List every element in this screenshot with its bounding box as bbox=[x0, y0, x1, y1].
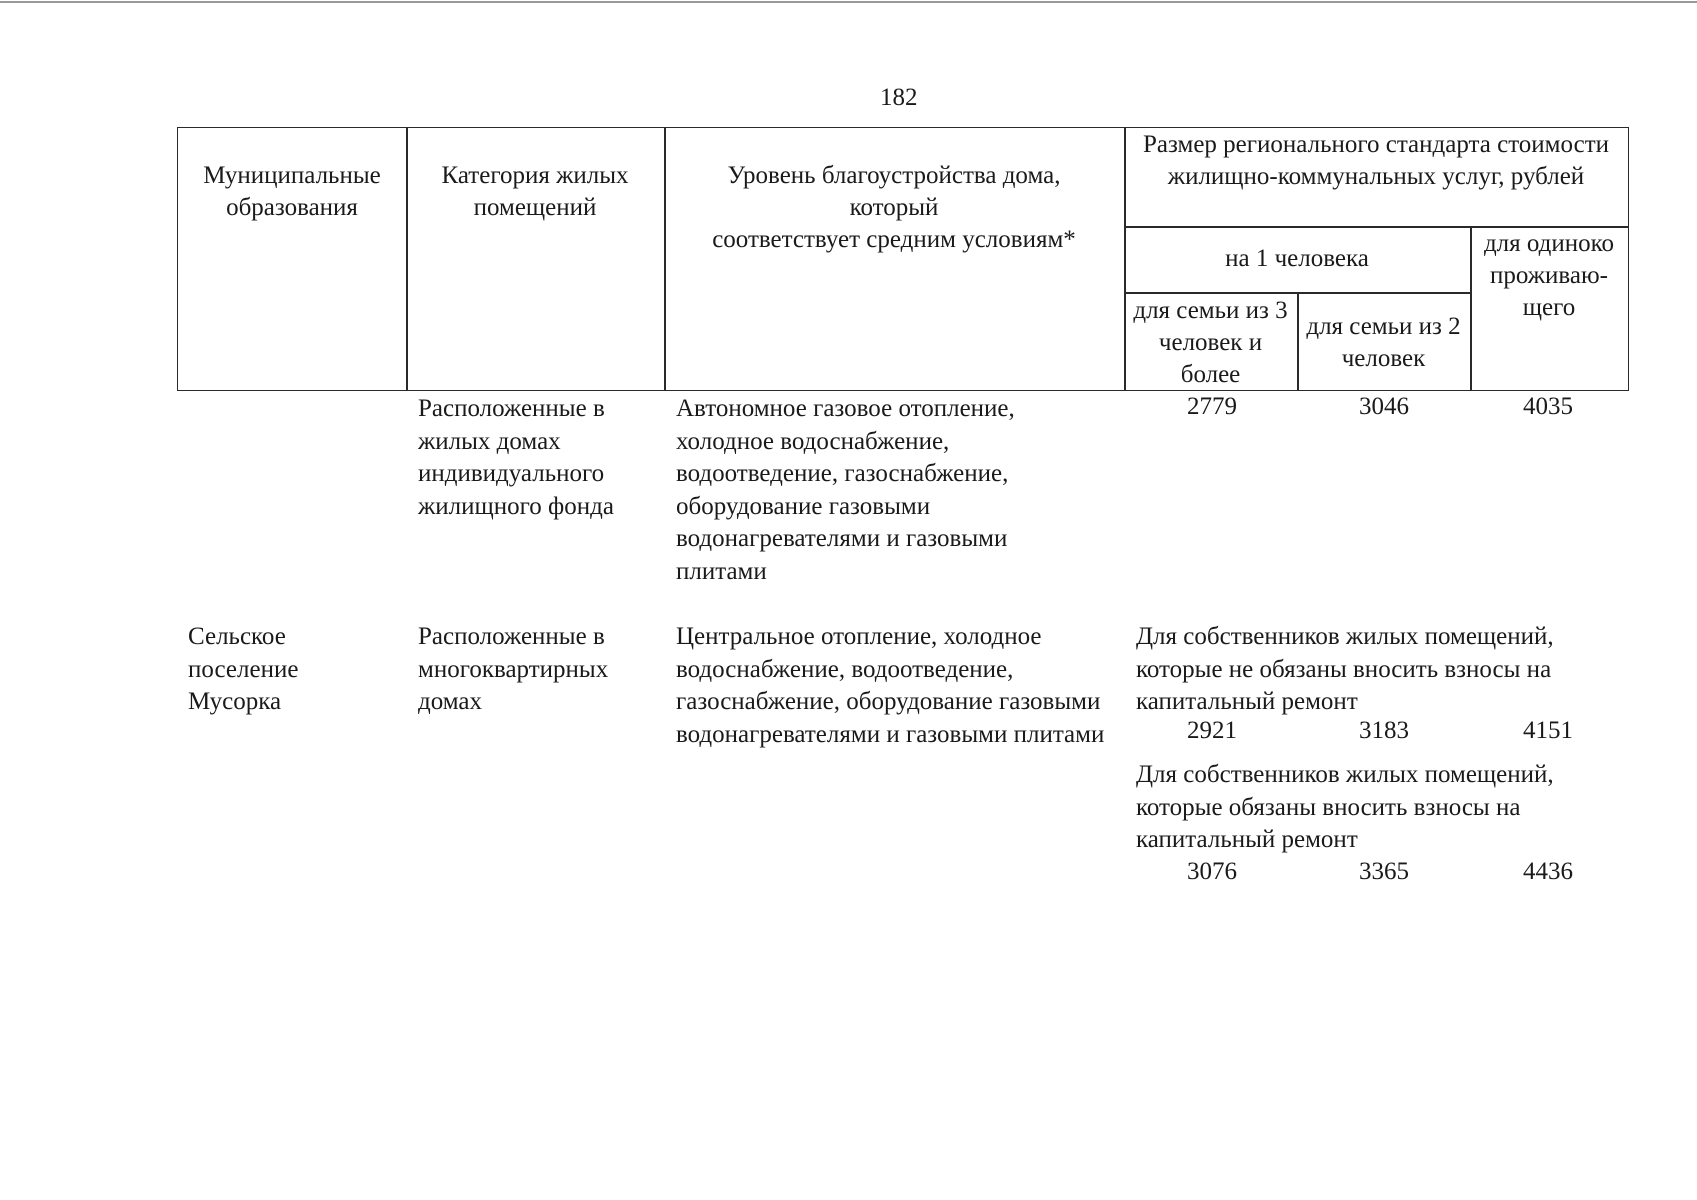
header-level-line2: соответствует средним условиям* bbox=[712, 226, 1076, 253]
header-level-line1: Уровень благоустройства дома, который bbox=[727, 162, 1061, 221]
header-category: Категория жилых помещений bbox=[441, 162, 629, 221]
row2-group1-value-family3: 2921 bbox=[1187, 717, 1237, 744]
row2-group2-value-single: 4436 bbox=[1523, 858, 1573, 885]
row2-group2-value-family2: 3365 bbox=[1359, 858, 1409, 885]
header-municipal: Муниципальные образования bbox=[203, 162, 381, 221]
row2-category: Расположенные в многоквартирных домах bbox=[418, 623, 609, 715]
row1-value-single: 4035 bbox=[1523, 393, 1573, 420]
row1-value-family2: 3046 bbox=[1359, 393, 1409, 420]
header-single: для одиноко проживаю-щего bbox=[1483, 230, 1615, 321]
row2-group1-value-single: 4151 bbox=[1523, 717, 1573, 744]
header-family2: для семьи из 2 человек bbox=[1306, 313, 1461, 372]
table-header bbox=[177, 127, 1629, 391]
header-size: Размер регионального стандарта стоимости жилищно-коммунальных услуг, рублей bbox=[1142, 131, 1610, 190]
row2-group1-value-family2: 3183 bbox=[1359, 717, 1409, 744]
scan-border-line bbox=[0, 1, 1697, 3]
row-divider bbox=[1124, 292, 1470, 294]
row2-municipality: Сельское поселение Мусорка bbox=[188, 623, 299, 715]
page-number: 182 bbox=[880, 84, 918, 111]
row1-value-family3: 2779 bbox=[1187, 393, 1237, 420]
row2-level: Центральное отопление, холодное водоснабжение, водоотведение, газоснабжение, оборудование газовыми водонагревателями и газовыми плитами bbox=[676, 623, 1105, 748]
row2-group2-note: Для собственников жилых помещений, которые обязаны вносить взносы на капитальный ремонт bbox=[1136, 761, 1554, 853]
row2-group2-value-family3: 3076 bbox=[1187, 858, 1237, 885]
header-level bbox=[664, 160, 1124, 256]
header-per-person: на 1 человека bbox=[1225, 245, 1369, 272]
row2-group1-note: Для собственников жилых помещений, которые не обязаны вносить взносы на капитальный ремонт bbox=[1136, 623, 1554, 715]
row1-level: Автономное газовое отопление, холодное водоснабжение, водоотведение, газоснабжение, оборудование газовыми водонагревателями и газовыми плитами bbox=[676, 395, 1015, 585]
row1-category: Расположенные в жилых домах индивидуального жилищного фонда bbox=[418, 395, 614, 520]
header-family3: для семьи из 3 человек и более bbox=[1133, 297, 1288, 388]
